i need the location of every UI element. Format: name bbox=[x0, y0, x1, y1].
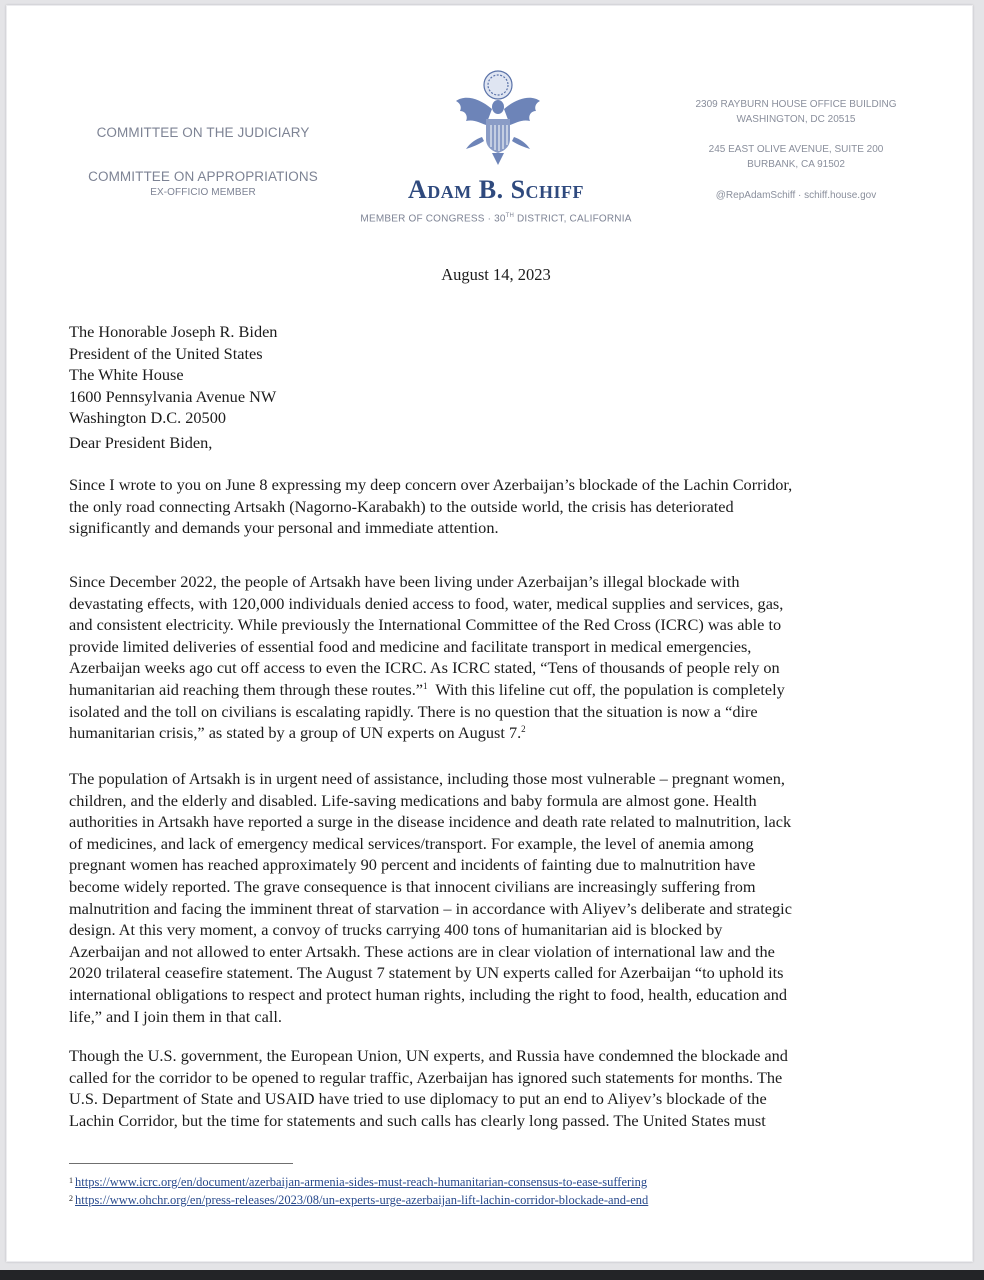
district-office-address bbox=[666, 142, 926, 172]
line-text: humanitarian crisis,” as stated by a group of UN experts on August 7. bbox=[69, 723, 522, 743]
contact-handle-website: @RepAdamSchiff · schiff.house.gov bbox=[715, 190, 877, 201]
recipient-line: The White House bbox=[69, 365, 184, 385]
footnote-number: 2 bbox=[69, 1194, 73, 1203]
member-line-prefix: MEMBER OF CONGRESS · 30 bbox=[360, 213, 506, 225]
paragraph-line: Since I wrote to you on June 8 expressing my deep concern over Azerbaijan’s blockade of the Lachin Corridor, bbox=[69, 475, 793, 494]
paragraph-line: design. At this very moment, a convoy of trucks carrying 400 tons of humanitarian aid is blocked by bbox=[69, 920, 723, 940]
committee-appropriations bbox=[68, 169, 338, 198]
footnote-link-icrc[interactable]: https://www.icrc.org/en/document/azerbaijan-armenia-sides-must-reach-humanitarian-consensus-to-ease-suffering bbox=[75, 1175, 648, 1189]
paragraph-line: Though the U.S. government, the European Union, UN experts, and Russia have condemned the blockade and bbox=[69, 1046, 788, 1065]
committee-appropriations-label: COMMITTEE ON APPROPRIATIONS bbox=[88, 169, 318, 184]
paragraph-line: become widely reported. The grave consequence is that innocent civilians are increasingly suffering from bbox=[69, 876, 756, 896]
footnote-number: 1 bbox=[69, 1176, 73, 1185]
footnote-1 bbox=[69, 1173, 949, 1191]
dc-office-address bbox=[666, 97, 926, 127]
district-office-line-1: 245 EAST OLIVE AVENUE, SUITE 200 bbox=[708, 144, 884, 155]
paragraph-line: devastating effects, with 120,000 individuals denied access to food, water, medical supplies and services, gas, bbox=[69, 593, 784, 613]
paragraph-line: children, and the elderly and disabled. Life-saving medications and baby formula are almost gone. Health bbox=[69, 790, 757, 810]
paragraph-3 bbox=[69, 768, 929, 1027]
great-seal-eagle-icon bbox=[438, 67, 558, 167]
recipient-address bbox=[69, 321, 929, 429]
paragraph-line: U.S. Department of State and USAID have tried to use diplomacy to put an end to Aliyev’s blockade of the bbox=[69, 1089, 767, 1109]
paragraph-line: Azerbaijan and not allowed to enter Artsakh. These actions are in clear violation of international law and the bbox=[69, 941, 775, 961]
paragraph-1 bbox=[69, 474, 929, 539]
paragraph-line: pregnant women has reached approximately 90 percent and incidents of fainting due to malnutrition have bbox=[69, 855, 756, 875]
footnote-ref-2[interactable]: 2 bbox=[521, 724, 526, 735]
viewer-bottom-bar bbox=[0, 1270, 984, 1280]
paragraph-line: provide limited deliveries of essential food and medicine and facilitate transport in medical emergencies, bbox=[69, 636, 752, 656]
quote-text: humanitarian aid reaching them through these routes.” bbox=[69, 679, 423, 699]
recipient-line: The Honorable Joseph R. Biden bbox=[69, 322, 278, 341]
ex-officio-note: EX-OFFICIO MEMBER bbox=[150, 187, 256, 198]
letter-page bbox=[6, 5, 973, 1262]
paragraph-line: 2020 trilateral ceasefire statement. The August 7 statement by UN experts called for Azerbaijan “to uphold its bbox=[69, 963, 784, 983]
footnotes bbox=[69, 1173, 949, 1209]
paragraph-line: malnutrition and facing the imminent threat of starvation – in accordance with Aliyev’s deliberate and strategic bbox=[69, 898, 792, 918]
member-district-line bbox=[346, 213, 646, 224]
paragraph-line: Azerbaijan weeks ago cut off access to even the ICRC. As ICRC stated, “Tens of thousands of people rely on bbox=[69, 658, 780, 678]
district-office-line-2: BURBANK, CA 91502 bbox=[747, 159, 845, 170]
footnote-2 bbox=[69, 1191, 949, 1209]
committee-judiciary-label: COMMITTEE ON THE JUDICIARY bbox=[96, 125, 310, 140]
dc-office-line-1: 2309 RAYBURN HOUSE OFFICE BUILDING bbox=[695, 99, 897, 110]
paragraph-line: isolated and the toll on civilians is escalating rapidly. There is no question that the situation is now a “dire bbox=[69, 701, 758, 721]
paragraph-line: significantly and demands your personal and immediate attention. bbox=[69, 518, 499, 538]
dc-office-line-2: WASHINGTON, DC 20515 bbox=[736, 114, 856, 125]
paragraph-line bbox=[69, 679, 929, 701]
paragraph-4 bbox=[69, 1045, 929, 1131]
letter-date: August 14, 2023 bbox=[441, 265, 551, 284]
paragraph-line: The population of Artsakh is in urgent need of assistance, including those most vulnerable – pregnant women, bbox=[69, 769, 785, 788]
footnote-divider bbox=[69, 1163, 293, 1164]
recipient-line: Washington D.C. 20500 bbox=[69, 408, 226, 428]
recipient-line: 1600 Pennsylvania Avenue NW bbox=[69, 386, 277, 406]
paragraph-line: called for the corridor to be opened to regular traffic, Azerbaijan has ignored such statements for months. The bbox=[69, 1067, 783, 1087]
footnote-link-ohchr[interactable]: https://www.ohchr.org/en/press-releases/2023/08/un-experts-urge-azerbaijan-lift-lachin-corridor-blockade-and-end bbox=[75, 1193, 649, 1207]
paragraph-line: of medicines, and lack of emergency medical services/transport. For example, the level of anemia among bbox=[69, 833, 754, 853]
salutation: Dear President Biden, bbox=[69, 433, 213, 452]
paragraph-line: authorities in Artsakh have reported a surge in the disease incidence and death rate related to malnutrition, lack bbox=[69, 812, 792, 832]
paragraph-line: and consistent electricity. While previously the International Committee of the Red Cross (ICRC) was able to bbox=[69, 615, 782, 635]
committee-judiciary bbox=[68, 125, 338, 140]
recipient-line: President of the United States bbox=[69, 343, 263, 363]
paragraph-line bbox=[69, 722, 929, 744]
contact-info bbox=[666, 188, 926, 203]
paragraph-line: life,” and I join them in that call. bbox=[69, 1006, 282, 1026]
member-line-ordinal: TH bbox=[505, 213, 515, 219]
paragraph-line: international obligations to respect and protect human rights, including the right to food, health, education and bbox=[69, 984, 788, 1004]
paragraph-line: the only road connecting Artsakh (Nagorno-Karabakh) to the outside world, the crisis has deteriorated bbox=[69, 496, 734, 516]
line-continuation: With this lifeline cut off, the population is completely bbox=[427, 679, 785, 699]
footnote-ref-1[interactable]: 1 bbox=[423, 680, 428, 691]
paragraph-2 bbox=[69, 571, 929, 744]
paragraph-line: Lachin Corridor, but the time for statements and such calls has clearly long passed. The United States must bbox=[69, 1110, 766, 1130]
member-line-suffix: DISTRICT, CALIFORNIA bbox=[514, 213, 632, 225]
paragraph-line: Since December 2022, the people of Artsakh have been living under Azerbaijan’s illegal blockade with bbox=[69, 572, 740, 591]
member-name: Adam B. Schiff bbox=[407, 175, 585, 204]
